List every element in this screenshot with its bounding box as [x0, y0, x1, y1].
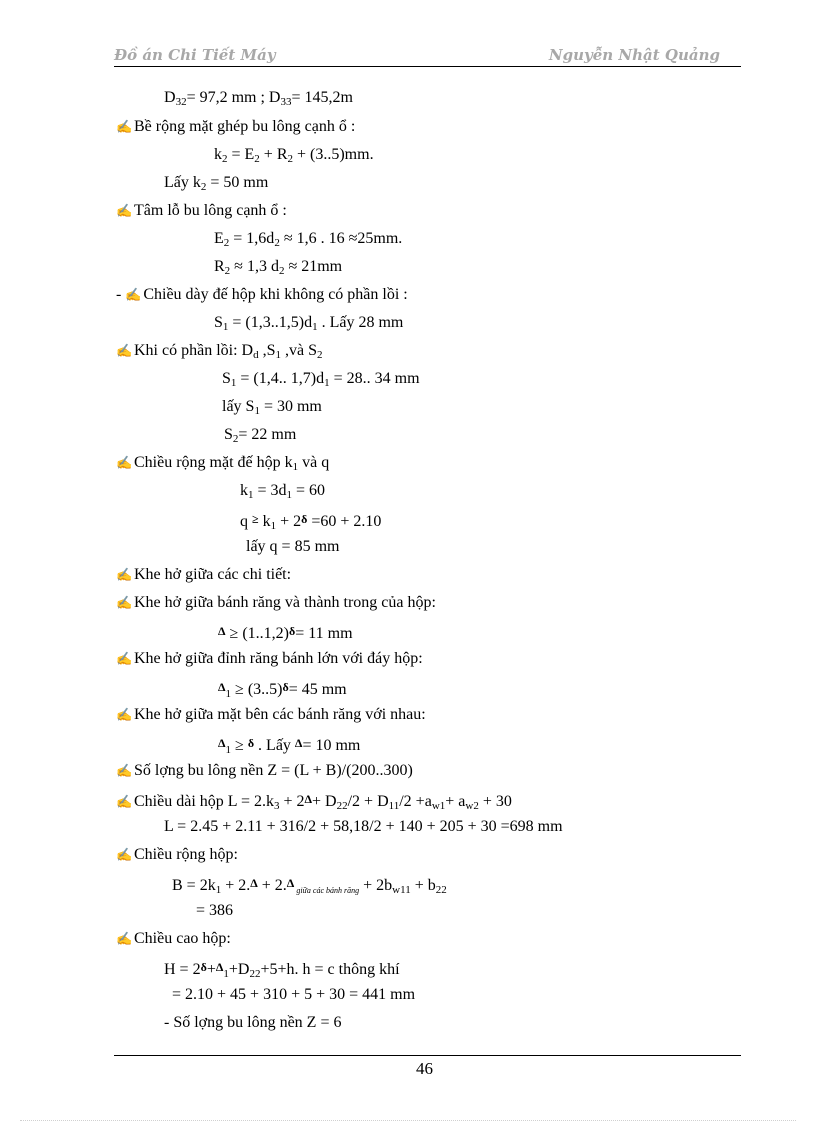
text-line: - Số lợng bu lông nền Z = 6 [164, 1014, 342, 1031]
pencil-hand-icon: ✍ [116, 651, 133, 666]
formula-line: lấy q = 85 mm [246, 538, 340, 555]
bullet-line: ✍ Khe hở giữa mặt bên các bánh răng với nhau: [116, 706, 426, 723]
bullet-line: ✍ Bề rộng mặt ghép bu lông cạnh ổ : [116, 118, 356, 135]
formula-line: Δ ≥ (1..1,2)δ= 11 mm [218, 624, 353, 642]
header-right-author: Nguyễn Nhật Quảng [548, 46, 720, 64]
formula-line: $q \ge k_1 + 2\delta =60 + 2.10$ [240, 512, 382, 532]
pencil-hand-icon: ✍ [116, 343, 133, 358]
text-line: $D_{32}= 97,2$ mm ; $D_{33}= 145,2m$ [164, 89, 353, 108]
pencil-hand-icon: ✍ [116, 595, 133, 610]
formula-line: $\Delta_1 \ge (3..5)\delta= 45$ mm [218, 680, 347, 700]
pencil-hand-icon: ✍ [116, 119, 133, 134]
pencil-hand-icon: ✍ [116, 847, 133, 862]
bullet-line: ✍ Tâm lỗ bu lông cạnh ổ : [116, 202, 287, 219]
bottom-dotted-line [20, 1120, 796, 1121]
footer-rule [114, 1055, 741, 1056]
pencil-hand-icon: ✍ [116, 763, 133, 778]
header-left-title: Đồ án Chi Tiết Máy [114, 46, 276, 64]
formula-line: = 386 [196, 902, 234, 919]
formula-line: $B = 2k_1 + 2.\Delta + 2.\Delta$ giữa các bánh răng + $2b_{w11} + b_{22}$ [172, 876, 447, 896]
page-number: 46 [416, 1059, 433, 1078]
pencil-hand-icon: ✍ [116, 707, 133, 722]
bullet-line: ✍ Khe hở giữa bánh răng và thành trong của hộp: [116, 594, 436, 611]
formula-line: $k_2 = E_2 + R_2 + (3..5)mm$. [214, 146, 374, 165]
pencil-hand-icon: ✍ [116, 455, 133, 470]
bullet-line: ✍ Chiều rộng hộp: [116, 846, 238, 863]
formula-line: = 2.10 + 45 + 310 + 5 + 30 = 441 mm [172, 986, 416, 1003]
bullet-line: - ✍ Chiều dày đế hộp khi không có phần lồi : [116, 286, 408, 303]
formula-line: $R_2 \approx 1,3$ $d_2 \approx 21mm$ [214, 258, 343, 277]
bullet-line: ✍ Khe hở giữa các chi tiết: [116, 566, 292, 583]
pencil-hand-icon: ✍ [116, 794, 133, 809]
bullet-line: ✍ Số lợng bu lông nền Z = (L + B)/(200..300) [116, 762, 413, 779]
formula-line: $E_2 = 1,6d_2 \approx 1,6$ . 16 ≈25mm. [214, 230, 403, 249]
bullet-line: ✍ Khe hở giữa đỉnh răng bánh lớn với đáy hộp: [116, 650, 423, 667]
pencil-hand-icon: ✍ [125, 287, 142, 302]
bullet-line: ✍ Chiều cao hộp: [116, 930, 231, 947]
pencil-hand-icon: ✍ [116, 203, 133, 218]
formula-line: $S_2= 22$ mm [224, 426, 297, 445]
bullet-line: ✍ Khi có phần lồi: $D_d$ $,S_1$ ,và $S_2$ [116, 342, 323, 361]
formula-line: L = 2.45 + 2.11 + 316/2 + 58,18/2 + 140 + 205 + 30 =698 mm [164, 818, 563, 835]
formula-line: lấy $S_1 = 30$ mm [222, 398, 322, 417]
bullet-line: ✍ Chiều dài hộp $L = 2.k_3 + 2\Delta+ D_{22}/2 + D_{11}/2 +a_{w1}+ a_{w2} + 30$ [116, 792, 512, 812]
formula-line: $H = 2\delta+\Delta_1+D_{22}+5+h$. h = c thông khí [164, 960, 400, 980]
text-line: Lấy $k_2 = 50$ mm [164, 174, 269, 193]
pencil-hand-icon: ✍ [116, 931, 133, 946]
header-rule [114, 66, 741, 67]
bullet-line: ✍ Chiều rộng mặt đế hộp $k_1$ và q [116, 454, 330, 473]
formula-line: $S_1 = (1,4$.. $1,7)d_1 = 28$.. 34 mm [222, 370, 420, 389]
pencil-hand-icon: ✍ [116, 567, 133, 582]
formula-line: $\Delta_1 \ge \delta$ . Lấy Δ= 10 mm [218, 736, 361, 756]
formula-line: $k_1 = 3d_1 = 60$ [240, 482, 326, 501]
formula-line: $S_1 = (1,3..1,5)d_1$ . Lấy 28 mm [214, 314, 404, 333]
